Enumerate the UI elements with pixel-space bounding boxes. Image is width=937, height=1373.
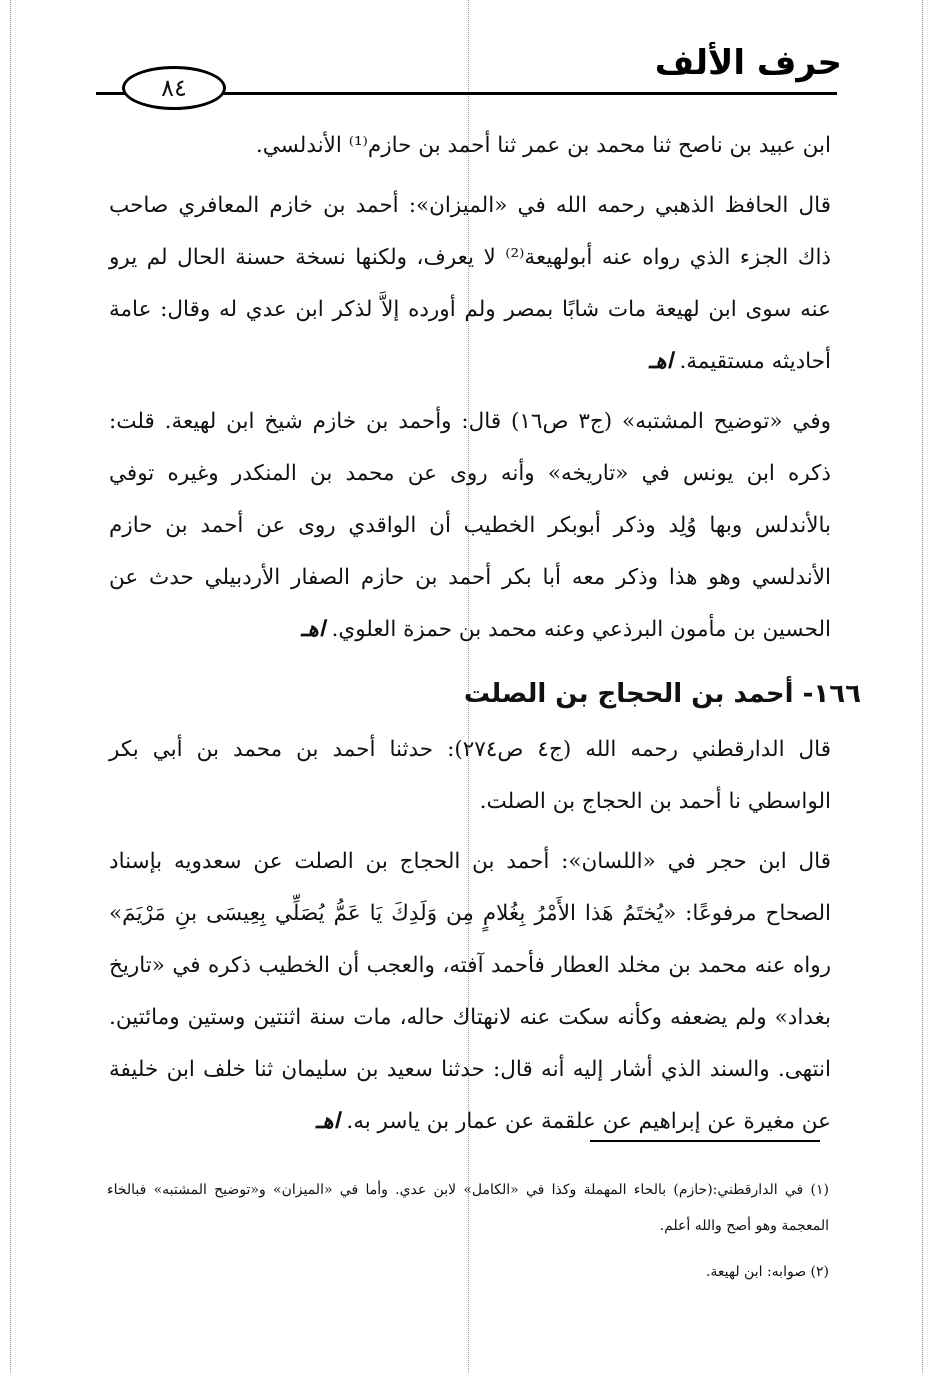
paragraph-tawdih	[109, 396, 831, 656]
paragraph-text: قال ابن حجر في «اللسان»: أحمد بن الحجاج بن الصلت عن سعدويه بإسناد الصحاح مرفوعًا: «يُختَمُ هَذا الأَمْرُ بِغُلامٍ مِن وَلَدِكَ يَا عَمُّ يُصَلِّي بِعِيسَى بنِ مَرْيَمَ» رواه عنه محمد بن مخلد العطار فأحمد آفته، والعجب أن الخطيب ذكره في «تاريخ بغداد» ولم يضعفه وكأنه سكت عنه لانهتاك حاله، مات سنة اثنتين وستين ومائتين. انتهى. والسند الذي أشار إليه أنه قال: حدثنا سعيد بن سليمان ثنا خلف ابن خليفة عن مغيرة عن إبراهيم عن علقمة عن عمار بن ياسر به.	[109, 849, 831, 1134]
footnote-1: (١) في الدارقطني:(حازم) بالحاء المهملة وكذا في «الكامل» لابن عدي. وأما في «الميزان» و«توضيح المشتبه» فبالخاء المعجمة وهو أصح والله أعلم.	[107, 1182, 829, 1234]
paragraph-ibn-hajar	[109, 836, 831, 1148]
end-mark: اهـ	[315, 1109, 340, 1134]
paragraph-text: وفي «توضيح المشتبه» (ج٣ ص١٦) قال: وأحمد بن خازم شيخ ابن لهيعة. قلت: ذكره ابن يونس في «تاريخه» وأنه روى عن محمد بن المنكدر وغيره توفي بالأندلس وبها وُلِد وذكر أبوبكر الخطيب أن الواقدي روى عن أحمد بن حازم الأندلسي وهو هذا وذكر معه أبا بكر أحمد بن حازم الصفار الأردبيلي حدث عن الحسين بن مأمون البرذعي وعنه محمد بن حمزة العلوي.	[109, 409, 831, 642]
entry-heading: ١٦٦- أحمد بن الحجاج بن الصلت	[463, 679, 861, 709]
page-number: ٨٤	[122, 66, 226, 110]
paragraph-daraqutni: قال الدارقطني رحمه الله (ج٤ ص٢٧٤): حدثنا أحمد بن محمد بن أبي بكر الواسطي نا أحمد بن الحجاج بن الصلت.	[109, 737, 832, 814]
end-mark: اهـ	[301, 617, 325, 642]
paragraph-text: قال الحافظ الذهبي رحمه الله في «الميزان»: أحمد بن خازم المعافري صاحب ذاك الجزء الذي رواه عنه أبولهيعة⁽²⁾ لا يعرف، ولكنها نسخة حسنة الحال لم يرو عنه سوى ابن لهيعة مات شابًا بمصر ولم أورده إلاَّ لذكر ابن عدي له وقال: عامة أحاديثه مستقيمة.	[109, 193, 831, 374]
paragraph-dhahabi	[109, 180, 831, 388]
footnotes	[107, 1172, 829, 1290]
chapter-title: حرف الألف	[654, 43, 842, 83]
footnote-separator	[590, 1140, 820, 1142]
paragraph-isnad: ابن عبيد بن ناصح ثنا محمد بن عمر ثنا أحمد بن حازم⁽¹⁾ الأندلسي.	[255, 133, 831, 158]
main-text	[109, 120, 861, 1156]
footnote-2: (٢) صوابه: ابن لهيعة.	[705, 1264, 829, 1280]
end-mark: اهـ	[648, 349, 673, 374]
